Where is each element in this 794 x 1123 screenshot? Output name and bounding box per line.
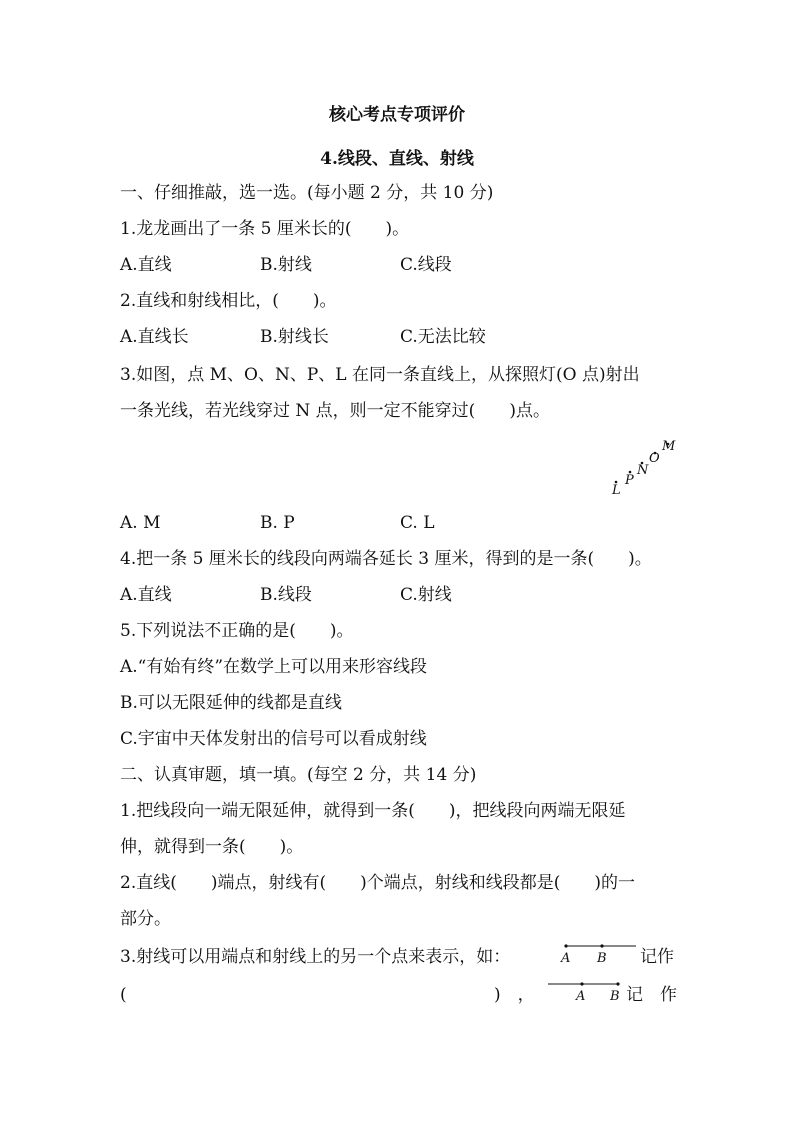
ray-ba-figure (544, 976, 626, 1006)
q1-option-b[interactable]: B.射线 (260, 255, 312, 275)
ray-ba-label-b: B (610, 989, 620, 1004)
q5-option-b[interactable]: B.可以无限延伸的线都是直线 (120, 693, 342, 713)
q3-option-a[interactable]: A. M (120, 513, 161, 533)
s2-q3-record-as-2: 记 作 (626, 985, 677, 1005)
s2-q3-line1: 3.射线可以用端点和射线上的另一个点来表示，如： (120, 947, 511, 967)
ray-ba-label-a: A (576, 989, 586, 1004)
point-o-label: O (649, 451, 660, 466)
q1-text: 1.龙龙画出了一条 5 厘米长的( )。 (120, 219, 410, 239)
section2-heading: 二、认真审题，填一填。(每空 2 分，共 14 分) (120, 765, 477, 785)
q4-option-c[interactable]: C.射线 (400, 585, 452, 605)
point-m-label: M (662, 439, 676, 454)
q2-option-a[interactable]: A.直线长 (120, 327, 189, 347)
ray-ab-point-b (600, 944, 603, 947)
ray-ab-figure (558, 938, 640, 968)
ray-ab-label-a: A (561, 951, 571, 966)
q5-option-a[interactable]: A.“有始有终”在数学上可以用来形容线段 (120, 657, 428, 677)
q3-text-line2: 一条光线，若光线穿过 N 点，则一定不能穿过( )点。 (120, 401, 550, 421)
q3-text-line1: 3.如图，点 M、O、N、P、L 在同一条直线上，从探照灯(O 点)射出 (120, 365, 640, 385)
q3-points-figure (600, 428, 690, 500)
q4-option-b[interactable]: B.线段 (260, 585, 312, 605)
q1-option-a[interactable]: A.直线 (120, 255, 172, 275)
q4-text: 4.把一条 5 厘米长的线段向两端各延长 3 厘米，得到的是一条( )。 (120, 549, 652, 569)
q4-option-a[interactable]: A.直线 (120, 585, 172, 605)
q2-text: 2.直线和射线相比，( )。 (120, 291, 337, 311)
section1-heading: 一、仔细推敲，选一选。(每小题 2 分，共 10 分) (120, 183, 494, 203)
ray-ab-endpoint (564, 944, 567, 947)
ray-ba-point-a (580, 982, 583, 985)
s2-q3-record-as-1: 记作 (640, 947, 674, 967)
s2-q2-line1: 2.直线( )端点，射线有( )个端点，射线和线段都是( )的一 (120, 873, 636, 893)
q3-option-c[interactable]: C. L (400, 513, 435, 533)
page-subtitle: 4.线段、直线、射线 (320, 149, 474, 169)
q5-option-c[interactable]: C.宇宙中天体发射出的信号可以看成射线 (120, 729, 427, 749)
point-l-label: L (612, 483, 621, 498)
s2-q3-open-paren: ( (120, 985, 127, 1005)
s2-q1-line1: 1.把线段向一端无限延伸，就得到一条( )，把线段向两端无限延 (120, 801, 626, 821)
q3-option-b[interactable]: B. P (260, 513, 295, 533)
s2-q3-close-paren: ) ， (494, 985, 535, 1005)
q5-text: 5.下列说法不正确的是( )。 (120, 621, 354, 641)
ray-ab-label-b: B (597, 951, 607, 966)
q1-option-c[interactable]: C.线段 (400, 255, 452, 275)
q2-option-c[interactable]: C.无法比较 (400, 327, 486, 347)
s2-q1-line2: 伸，就得到一条( )。 (120, 837, 304, 857)
point-n-label: N (637, 463, 649, 478)
q2-option-b[interactable]: B.射线长 (260, 327, 329, 347)
point-p-label: P (625, 473, 634, 488)
page-title: 核心考点专项评价 (329, 105, 465, 125)
s2-q2-line2: 部分。 (120, 909, 171, 929)
ray-ba-endpoint (616, 982, 619, 985)
